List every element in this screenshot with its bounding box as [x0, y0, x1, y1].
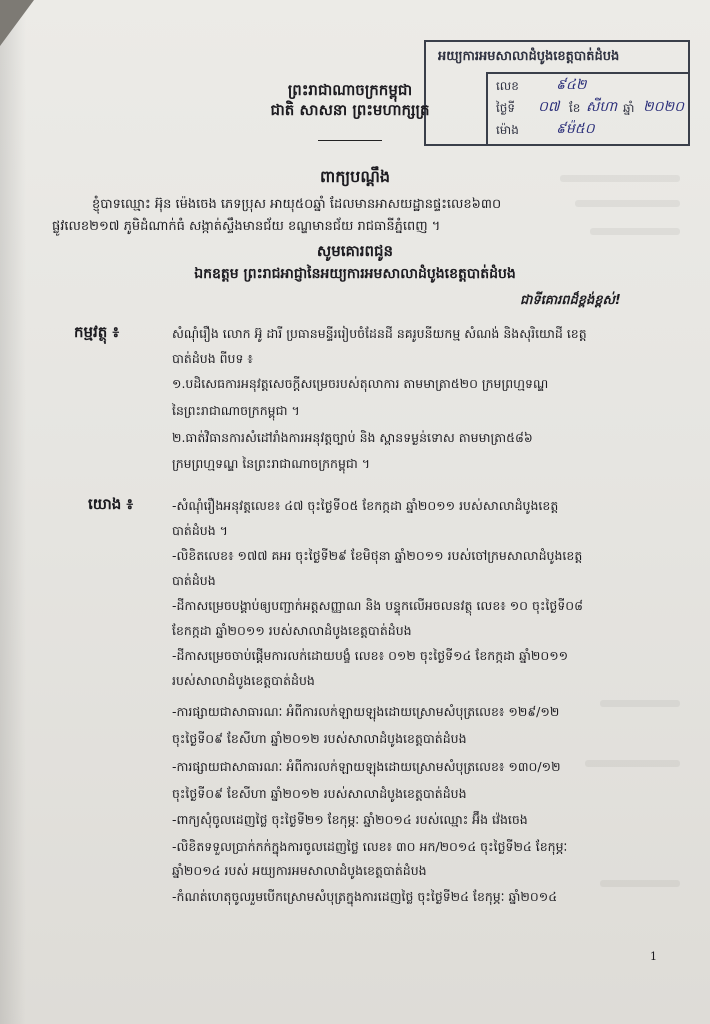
- reference-line: ខែកក្កដា ឆ្នាំ២០១១ របស់សាលាដំបូងខេត្តបាត់ដំបង: [172, 623, 412, 638]
- bleed-through: [575, 200, 680, 207]
- intro-line-2: ផ្លូវលេខ២១៧ ភូមិដំណាក់ធំ សង្កាត់ស្ទឹងមានជ័យ ខណ្ឌមានជ័យ រាជធានីភ្នំពេញ ។: [52, 219, 441, 234]
- reference-line: -ការផ្សាយជាសាធារណៈ អំពីការលក់ឡាយឡុងដោយស្រោមសំបុត្រលេខ៖ ១២៩/១២: [172, 704, 560, 719]
- subject-label: កម្មវត្ថុ ៖: [74, 323, 120, 341]
- bleed-through: [600, 880, 680, 887]
- bleed-through: [560, 175, 680, 182]
- addressee-recipient: ឯកឧត្តម ព្រះរាជអាជ្ញានៃអយ្យការអមសាលាដំបូងខេត្តបាត់ដំបង: [194, 266, 516, 282]
- bleed-through: [600, 700, 680, 707]
- references-label: យោង ៖: [88, 495, 134, 513]
- header-ornament: [318, 140, 382, 141]
- reference-line: -ដីកាសម្រេចបង្គាប់ឲ្យបញ្ជាក់អត្តសញ្ញាណ និង បន្ទុកលើអចលនវត្ថុ លេខ៖ ១០ ចុះថ្ងៃទី០៨: [172, 598, 583, 613]
- stamp-month-label: ខែ: [569, 101, 581, 115]
- page-number: 1: [650, 950, 657, 963]
- document-title: ពាក្យបណ្តឹង: [320, 167, 390, 186]
- stamp-time-label: ម៉ោង: [496, 123, 519, 137]
- addressee-label: សូមគោរពជូន: [316, 242, 394, 260]
- bleed-through: [590, 228, 680, 235]
- reference-line: -ពាក្យសុំចូលដេញថ្លៃ ចុះថ្ងៃទី២១ ខែកុម្ភៈ ឆ្នាំ២០១៤ របស់ឈ្មោះ អ៊ឹង វ៉េងចេង: [172, 812, 528, 827]
- stamp-date-label: ថ្ងៃទី: [496, 101, 516, 115]
- bleed-through: [585, 760, 680, 767]
- reference-line: ចុះថ្ងៃទី០៩ ខែសីហា ឆ្នាំ២០១២ របស់សាលាដំបូងខេត្តបាត់ដំបង: [172, 786, 467, 801]
- reference-line: ឆ្នាំ២០១៤ របស់ អយ្យការអមសាលាដំបូងខេត្តបាត់ដំបង: [172, 863, 427, 878]
- folded-corner: [0, 0, 34, 46]
- stamp-year-label: ឆ្នាំ: [623, 101, 635, 115]
- stamp-number: ៩៤២: [556, 77, 587, 93]
- reference-line: -លិខិតទទួលប្រាក់កក់ក្នុងការចូលដេញថ្លៃ លេខ៖ ៣០ អក/២០១៤ ចុះថ្ងៃទី២៤ ខែកុម្ភៈ: [172, 839, 568, 854]
- stamp-title: អយ្យការអមសាលាដំបូងខេត្តបាត់ដំបង: [438, 49, 620, 64]
- stamp-day: ០៧: [538, 99, 560, 115]
- reference-line: ចុះថ្ងៃទី០៩ ខែសីហា ឆ្នាំ២០១២ របស់សាលាដំបូងខេត្តបាត់ដំបង: [172, 731, 467, 746]
- reference-line: បាត់ដំបង: [172, 573, 216, 588]
- subject-line: ២.ធាត់វិធានការសំដៅរាំងការអនុវត្តច្បាប់ និង ស្ពានទម្ងន់ទោស តាមមាត្រា៥៨៦: [172, 430, 533, 445]
- subject-line: បាត់ដំបង ពីបទ ៖: [172, 351, 253, 366]
- stamp-time: ៩ម៉៥០: [556, 121, 595, 137]
- reference-line: -សំណុំរឿងអនុវត្តលេខ៖ ៤៧ ចុះថ្ងៃទី០៥ ខែកក្កដា ឆ្នាំ២០១១ របស់សាលាដំបូងខេត្ត: [172, 498, 559, 513]
- page-shadow: [0, 0, 26, 1024]
- reference-line: របស់សាលាដំបូងខេត្តបាត់ដំបង: [172, 673, 315, 688]
- subject-line: ក្រមព្រហ្មទណ្ឌ នៃព្រះរាជាណាចក្រកម្ពុជា ។: [172, 456, 371, 471]
- subject-line: នៃព្រះរាជាណាចក្រកម្ពុជា ។: [172, 403, 300, 418]
- addressee-honorific: ជាទីគោរពដ៏ខ្ពង់ខ្ពស់!: [520, 293, 621, 308]
- kingdom-title: ព្រះរាជាណាចក្រកម្ពុជា: [287, 81, 413, 99]
- reference-line: -កំណត់ហេតុចូលរួមបើកស្រោមសំបុត្រក្នុងការដេញថ្លៃ ចុះថ្ងៃទី២៤ ខែកុម្ភៈ ឆ្នាំ២០១៤: [172, 889, 558, 904]
- stamp-number-label: លេខ: [496, 79, 519, 93]
- reference-line: -ការផ្សាយជាសាធារណៈ អំពីការលក់ឡាយឡុងដោយស្រោមសំបុត្រលេខ៖ ១៣០/១២: [172, 759, 561, 774]
- reference-line: បាត់ដំបង ។: [172, 523, 228, 538]
- intro-line-1: ខ្ញុំបាទឈ្មោះ អ៊ុន ម៉េងចេង ភេទប្រុស អាយុ៥០ឆ្នាំ ដែលមានអាសយដ្ឋានផ្ទះលេខ៦៣០: [92, 197, 502, 212]
- stamp-year: ២០២០: [643, 99, 685, 115]
- national-motto: ជាតិ សាសនា ព្រះមហាក្សត្រ: [270, 101, 430, 119]
- reference-line: -លិខិតលេខ៖ ១៧៧ គអរ ចុះថ្ងៃទី២៩ ខែមិថុនា ឆ្នាំ២០១១ របស់ចៅក្រមសាលាដំបូងខេត្ត: [172, 548, 583, 563]
- stamp-month: សីហា: [586, 99, 618, 115]
- subject-line: សំណុំរឿង លោក អ៊ូ ដារី ប្រធានមន្ទីររៀបចំដែនដី នគរូបនីយកម្ម សំណង់ និងសុរិយោដី ខេត្ត: [172, 326, 587, 341]
- reference-line: -ដីកាសម្រេចចាប់ផ្តើមការលក់ដោយបង្ខំ លេខ៖ ០១២ ចុះថ្ងៃទី១៤ ខែកក្កដា ឆ្នាំ២០១១: [172, 648, 569, 663]
- subject-line: ១.បដិសេធការអនុវត្តសេចក្តីសម្រេចរបស់តុលាការ តាមមាត្រា៥២០ ក្រមព្រហ្មទណ្ឌ: [172, 376, 549, 391]
